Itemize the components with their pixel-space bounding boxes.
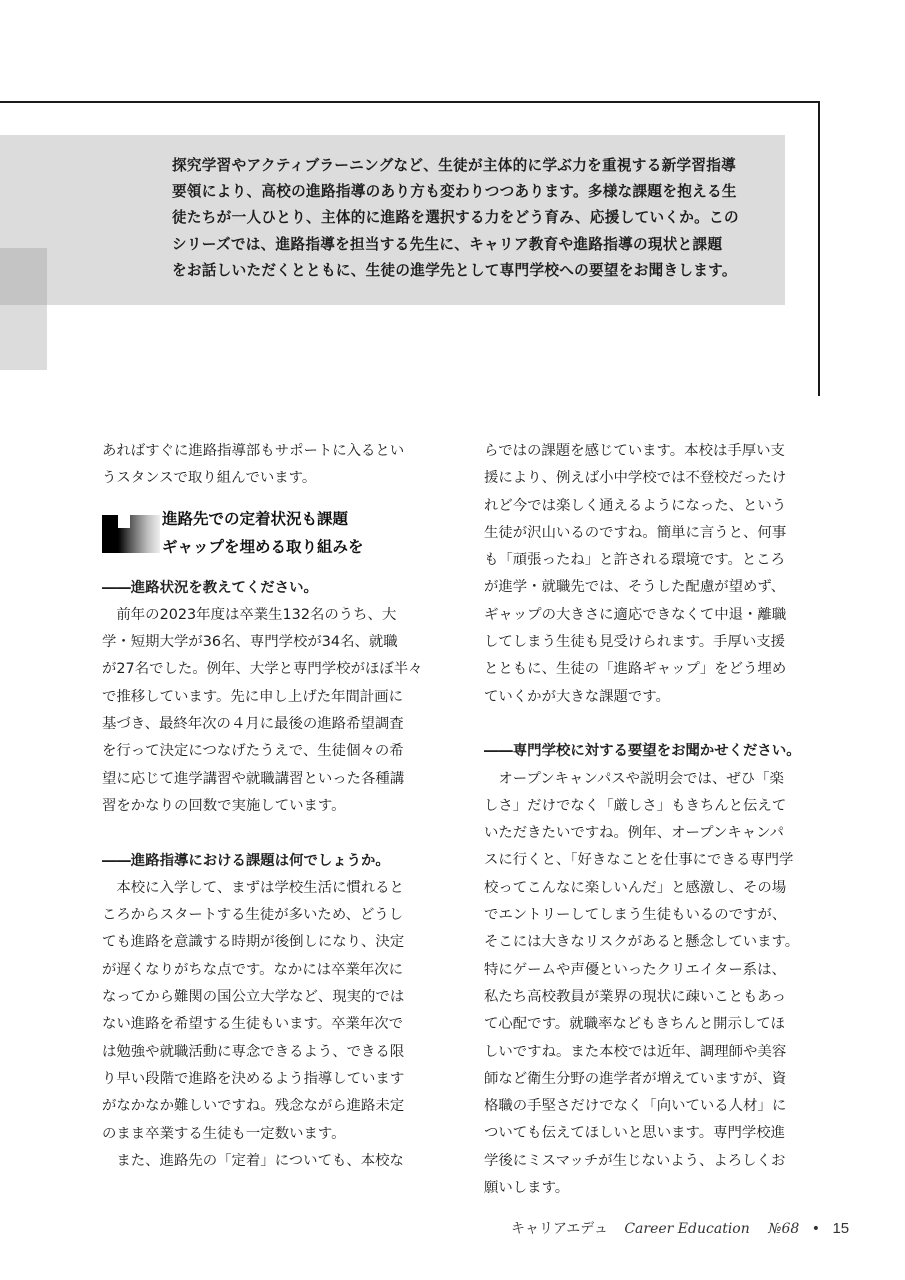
body-line: ても進路を意識する時期が後倒しになり、決定 (102, 934, 405, 951)
paragraph-gap (102, 820, 442, 847)
body-line: 習をかなりの回数で実施しています。 (102, 797, 346, 814)
body-line: 校ってこんなに楽しいんだ」と感激し、その場 (484, 879, 787, 896)
body-line: のまま卒業する生徒も一定数います。 (102, 1125, 346, 1142)
body-line: うスタンスで取り組んでいます。 (102, 470, 317, 487)
right-column (484, 438, 824, 1202)
heading-line: 進路先での定着状況も課題 (162, 509, 349, 528)
body-line: 学後にミスマッチが生じないよう、よろしくお (484, 1152, 786, 1169)
body-line: がなかなか難しいですね。残念ながら進路未定 (102, 1098, 405, 1115)
page-footer (511, 1218, 849, 1238)
body-line: 願いします。 (484, 1180, 570, 1197)
body-line: いただきたいですね。例年、オープンキャンパ (484, 825, 784, 842)
frame-top-rule (0, 101, 820, 103)
left-column (102, 438, 442, 1175)
body-line: ギャップの大きさに適応できなくて中退・離職 (484, 606, 787, 623)
body-line: も「頑張ったね」と許される環境です。ところ (484, 552, 786, 569)
intro-line: 要領により、高校の進路指導のあり方も変わりつつあります。多様な課題を抱える生 (172, 183, 737, 201)
footer-brand: キャリアエデュ (511, 1221, 608, 1237)
footer-magazine-name: Career Education (624, 1221, 750, 1237)
body-line: そこには大きなリスクがあると懸念しています。 (484, 934, 800, 951)
body-line: 学・短期大学が36名、専門学校が34名、就職 (102, 634, 398, 651)
footer-issue-number: №68 (768, 1221, 800, 1237)
body-line: 望に応じて進学講習や就職講習といった各種講 (102, 770, 405, 787)
body-line: なってから難関の国公立大学など、現実的では (102, 989, 405, 1006)
intro-line: シリーズでは、進路指導を担当する先生に、キャリア教育や進路指導の現状と課題 (172, 235, 723, 253)
intro-line: 徒たちが一人ひとり、主体的に進路を選択する力をどう育み、応援していくか。この (172, 209, 739, 227)
heading-marker-notch (118, 515, 130, 528)
intro-line: をお話しいただくとともに、生徒の進学先として専門学校への要望をお聞きします。 (172, 261, 737, 279)
body-line: 本校に入学して、まずは学校生活に慣れると (102, 879, 404, 896)
side-tab-dark (0, 248, 47, 305)
paragraph-gap (484, 711, 824, 738)
body-line: ていくかが大きな課題です。 (484, 688, 670, 705)
body-line: でエントリーしてしまう生徒もいるのですが、 (484, 907, 787, 924)
body-line: が進学・就職先では、そうした配慮が望めず、 (484, 579, 786, 596)
body-line: て心配です。就職率などもきちんと開示してほ (484, 1016, 786, 1033)
section-heading (102, 505, 442, 575)
body-line: ない進路を希望する生徒もいます。卒業年次で (102, 1016, 404, 1033)
body-line: は勉強や就職活動に専念できるよう、できる限 (102, 1043, 405, 1060)
frame-right-rule (818, 101, 820, 396)
body-line: あればすぐに進路指導部もサポートに入るとい (102, 443, 405, 459)
body-line: 生徒が沢山いるのですね。簡単に言うと、何事 (484, 524, 787, 541)
body-line: らではの課題を感じています。本校は手厚い支 (484, 443, 785, 459)
body-line: 師など衛生分野の進学者が増えていますが、資 (484, 1070, 787, 1087)
body-line: しいですね。また本校では近年、調理師や美容 (484, 1043, 787, 1060)
question-1: ――進路状況を教えてください。 (102, 579, 318, 596)
page-number: 15 (832, 1220, 850, 1237)
body-line: 私たち高校教員が業界の現状に疎いこともあっ (484, 988, 787, 1005)
side-tab-light (0, 305, 47, 370)
intro-line: 探究学習やアクティブラーニングなど、生徒が主体的に学ぶ力を重視する新学習指導 (172, 157, 737, 174)
body-line: オープンキャンパスや説明会では、ぜひ「楽 (484, 770, 784, 787)
body-line: また、進路先の「定着」についても、本校な (102, 1152, 404, 1169)
body-line: り早い段階で進路を決めるよう指導しています (102, 1070, 405, 1087)
body-line: ころからスタートする生徒が多いため、どうし (102, 907, 404, 924)
heading-marker-icon (102, 515, 160, 553)
heading-line: ギャップを埋める取り組みを (162, 537, 364, 556)
body-line: を行って決定につなげたうえで、生徒個々の希 (102, 743, 404, 760)
body-line: が遅くなりがちな点です。なかには卒業年次に (102, 961, 404, 978)
body-line: しさ」だけでなく「厳しさ」もきちんと伝えて (484, 797, 787, 814)
body-line: スに行くと、「好きなことを仕事にできる専門学 (484, 852, 794, 869)
intro-lead (172, 153, 772, 284)
body-line: 格職の手堅さだけでなく「向いている人材」に (484, 1098, 787, 1115)
question-3: ――専門学校に対する要望をお聞かせください。 (484, 743, 801, 760)
body-line: が27名でした。例年、大学と専門学校がほぼ半々 (102, 661, 423, 678)
body-line: れど今では楽しく通えるようになった、という (484, 497, 787, 514)
body-line: 基づき、最終年次の４月に最後の進路希望調査 (102, 716, 404, 733)
heading-text (162, 505, 364, 561)
question-2: ――進路指導における課題は何でしょうか。 (102, 852, 390, 869)
body-line: ついても伝えてほしいと思います。専門学校進 (484, 1125, 786, 1142)
body-line: 援により、例えば小中学校では不登校だったけ (484, 470, 787, 487)
body-line: してしまう生徒も見受けられます。手厚い支援 (484, 634, 786, 651)
footer-separator: • (811, 1221, 820, 1237)
body-line: 特にゲームや声優といったクリエイター系は、 (484, 961, 786, 978)
body-line: 前年の2023年度は卒業生132名のうち、大 (102, 606, 397, 623)
body-line: とともに、生徒の「進路ギャップ」をどう埋め (484, 661, 787, 678)
body-line: で推移しています。先に申し上げた年間計画に (102, 688, 404, 705)
